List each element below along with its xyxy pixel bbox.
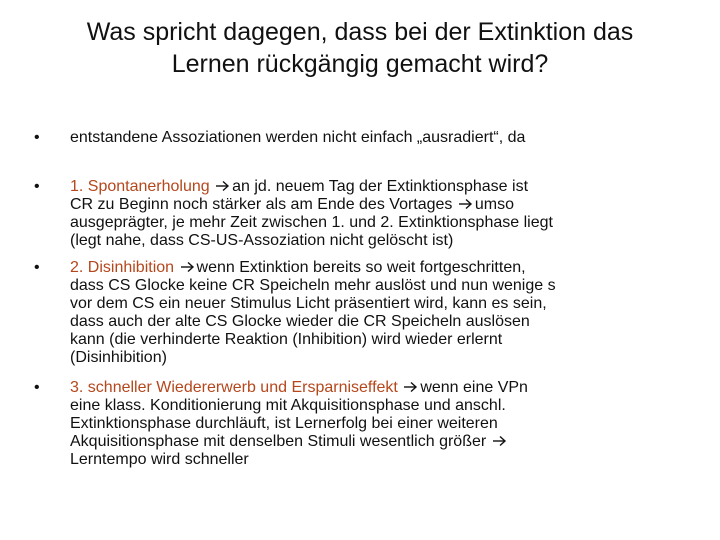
point-line: Lerntempo wird schneller [70,451,249,468]
point-lead: wenn Extinktion bereits so weit fortgeschritten, [196,259,526,276]
slide-title [30,16,690,80]
right-arrow-icon [180,261,195,273]
bullet-dot: • [34,178,40,195]
point-line: (Disinhibition) [70,349,167,366]
point-line: dass CS Glocke keine CR Speicheln mehr auslöst und nun wenige s [70,277,556,294]
point-lead: an jd. neuem Tag der Extinktionsphase ist [232,178,529,195]
intro-text: entstandene Assoziationen werden nicht einfach „ausradiert“, da [70,129,526,146]
point-line [70,178,694,196]
point-line: Extinktionsphase durchläuft, ist Lernerfolg bei einer weiteren [70,415,498,432]
intro-text-block [70,129,694,147]
slide-title-line-1: Was spricht dagegen, dass bei der Extinktion das [86,18,634,46]
point-line: eine klass. Konditionierung mit Akquisitionsphase und anschl. [70,397,506,414]
point-line: CR zu Beginn noch stärker als am Ende des Vortages umso [70,196,515,213]
point-term: 3. schneller Wiedererwerb und Ersparniseffekt [70,379,398,396]
point-line: kann (die verhinderte Reaktion (Inhibition) wird wieder erlernt [70,331,503,348]
slide-title-line-2: Lernen rückgängig gemacht wird? [171,50,549,78]
bullet-dot: • [34,259,40,276]
bullet-dot: • [34,129,40,146]
point-line: ausgeprägter, je mehr Zeit zwischen 1. und 2. Extinktionsphase liegt [70,214,553,231]
bullet-dot: • [34,379,40,396]
right-arrow-icon [403,381,418,393]
point-body [70,178,694,250]
point-line: (legt nahe, dass CS-US-Assoziation nicht gelöscht ist) [70,232,454,249]
point-line: vor dem CS ein neuer Stimulus Licht präsentiert wird, kann es sein, [70,295,547,312]
point-term: 2. Disinhibition [70,259,175,276]
point-term: 1. Spontanerholung [70,178,210,195]
point-lead: wenn eine VPn [420,379,528,396]
point-body [70,379,694,469]
right-arrow-icon [492,435,507,447]
right-arrow-icon [215,180,230,192]
right-arrow-icon [458,198,473,210]
point-line: Akquisitionsphase mit denselben Stimuli wesentlich größer [70,433,694,451]
point-line [70,379,694,397]
point-line: dass auch der alte CS Glocke wieder die CR Speicheln auslösen [70,313,530,330]
point-line [70,259,694,277]
point-body [70,259,694,367]
